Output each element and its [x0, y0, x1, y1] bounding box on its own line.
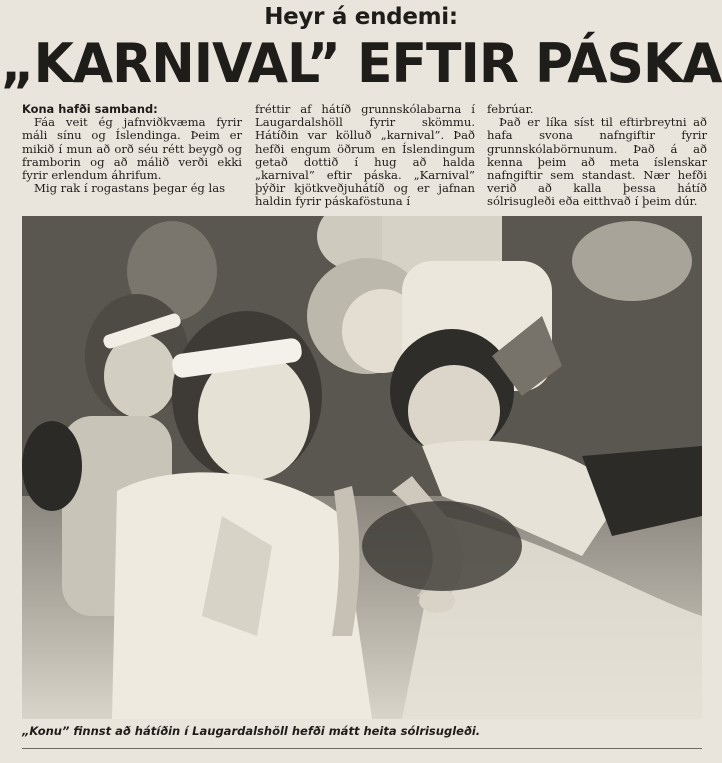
photo-illustration	[22, 216, 702, 719]
headline: „KARNIVAL” EFTIR PÁSKA	[0, 32, 722, 96]
lead-heading: Kona hafði samband:	[22, 102, 158, 116]
paragraph: Fáa veit ég jafnviðkvæma fyrir máli sínu og Íslendinga. Þeim er mikið í mun að orð séu rétt beygð og framborin og að málið verði ekki fyrir erlendum áhrifum.	[22, 115, 242, 183]
column-2	[255, 103, 475, 209]
photo-caption: „Konu” finnst að hátíðin í Laugardalshöll hefði mátt heita sólrisugleði.	[22, 724, 481, 738]
paragraph: Það er líka síst til eftirbreytni að hafa svona nafngiftir fyrir grunnskólabörnunum. Það á að kenna þeim að meta íslenskar nafngiftir sem standast. Nær hefði verið að kalla þessa hátíð sólrisugleði eða eitthvað í þeim dúr.	[487, 115, 707, 209]
divider	[22, 748, 702, 749]
photo-children	[22, 216, 702, 719]
paragraph: fréttir af hátíð grunnskólabarna í Laugardalshöll fyrir skömmu. Hátíðin var kölluð „karnival”. Það hefði engum öðrum en Íslendingum getað dottið í hug að halda „karnival” eftir páska. „Karnival” þýðir kjötkveðjuhátíð og er jafnan haldin fyrir páskaföstuna í	[255, 102, 475, 209]
paragraph: febrúar.	[487, 102, 534, 116]
article-body	[22, 102, 707, 215]
paragraph: Mig rak í rogastans þegar ég las	[34, 181, 226, 196]
column-3	[487, 103, 707, 209]
column-1	[22, 103, 242, 195]
kicker: Heyr á endemi:	[264, 4, 458, 30]
